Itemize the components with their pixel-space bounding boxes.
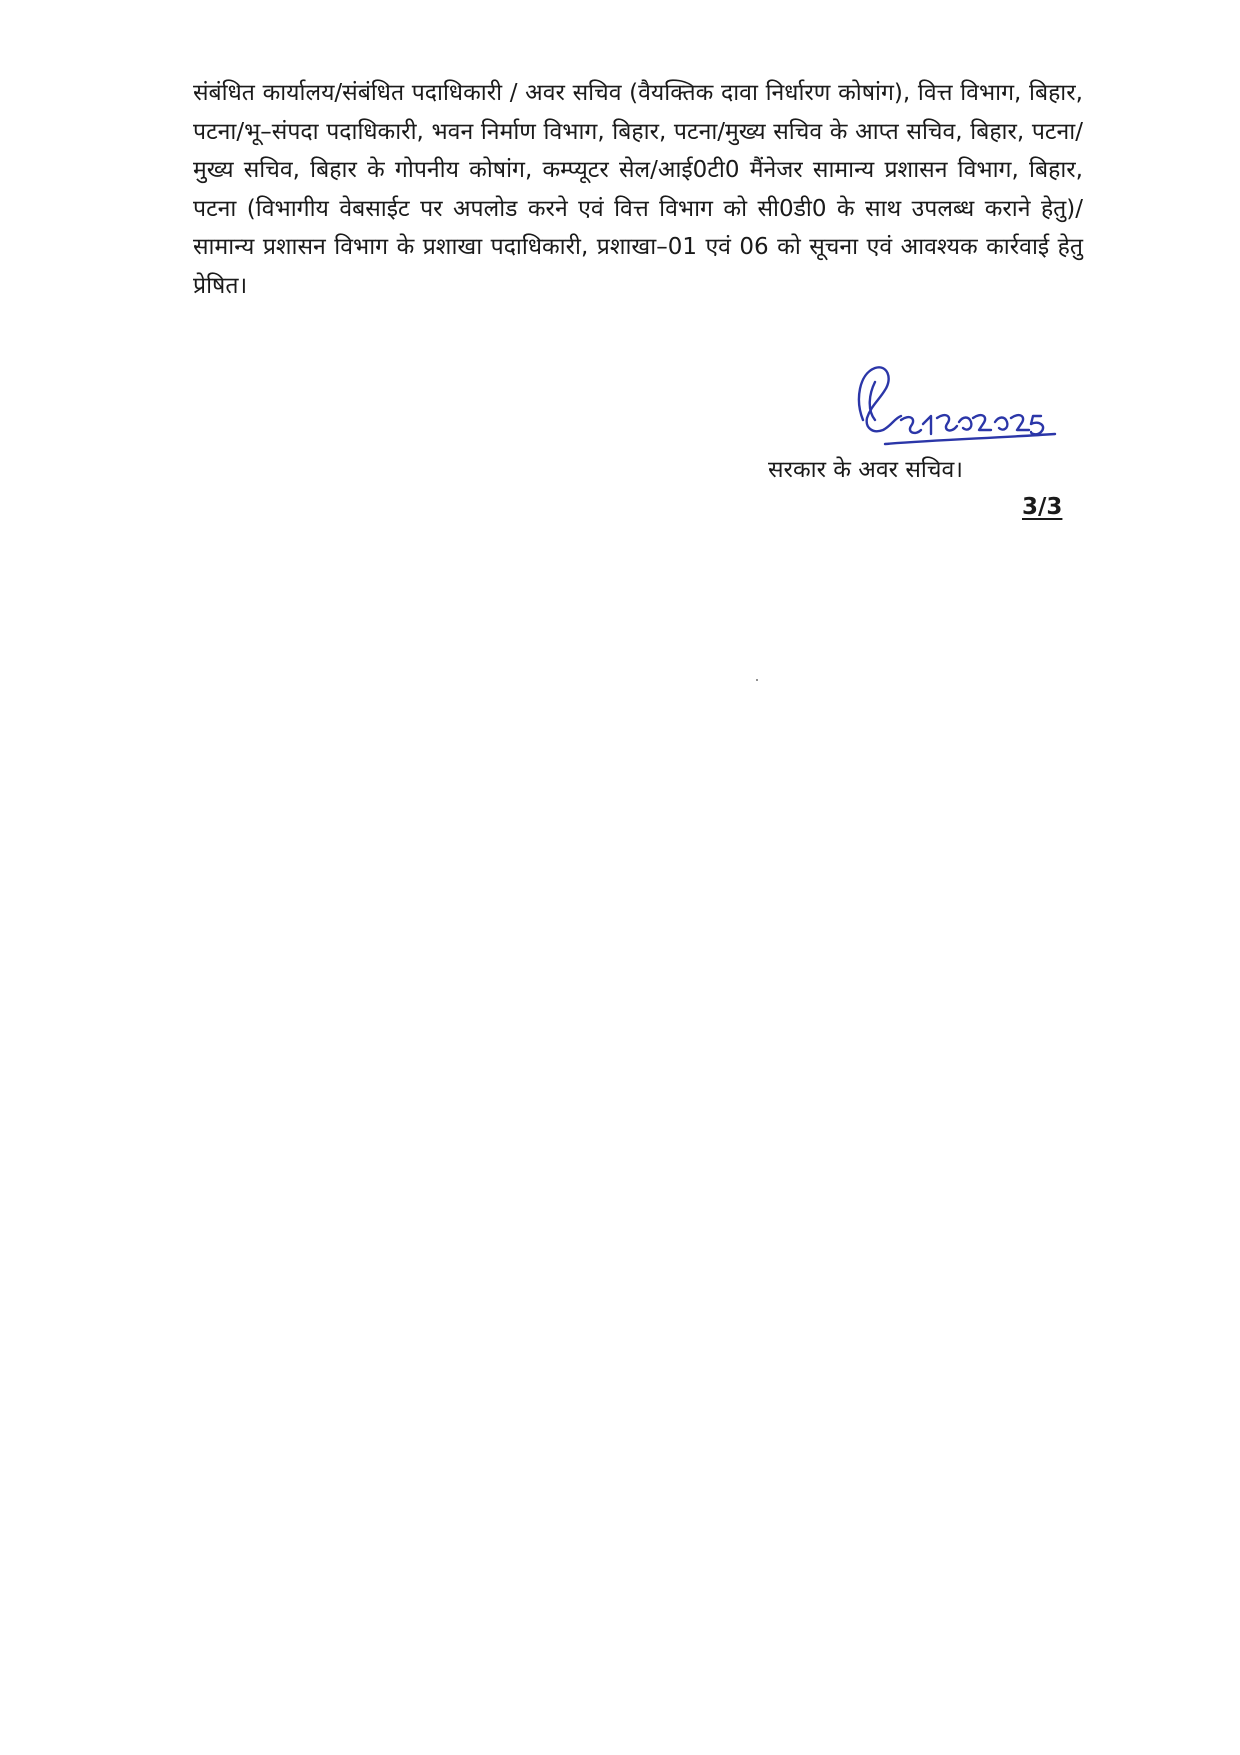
designation-line: सरकार के अवर सचिव। (768, 457, 963, 483)
scan-speck (756, 679, 758, 681)
handwritten-signature (845, 360, 1105, 470)
page-number: 3/3 (1022, 494, 1063, 520)
distribution-paragraph: संबंधित कार्यालय/संबंधित पदाधिकारी / अवर सचिव (वैयक्तिक दावा निर्धारण कोषांग), वित्त विभाग, बिहार, पटना/भू–संपदा पदाधिकारी, भवन निर्माण विभाग, बिहार, पटना/मुख्य सचिव के आप्त सचिव, बिहार, पटना/मुख्य सचिव, बिहार के गोपनीय कोषांग, कम्प्यूटर सेल/आई0टी0 मैंनेजर सामान्य प्रशासन विभाग, बिहार, पटना (विभागीय वेबसाईट पर अपलोड करने एवं वित्त विभाग को सी0डी0 के साथ उपलब्ध कराने हेतु)/सामान्य प्रशासन विभाग के प्रशाखा पदाधिकारी, प्रशाखा–01 एवं 06 को सूचना एवं आवश्यक कार्रवाई हेतु प्रेषित। (193, 80, 1083, 299)
